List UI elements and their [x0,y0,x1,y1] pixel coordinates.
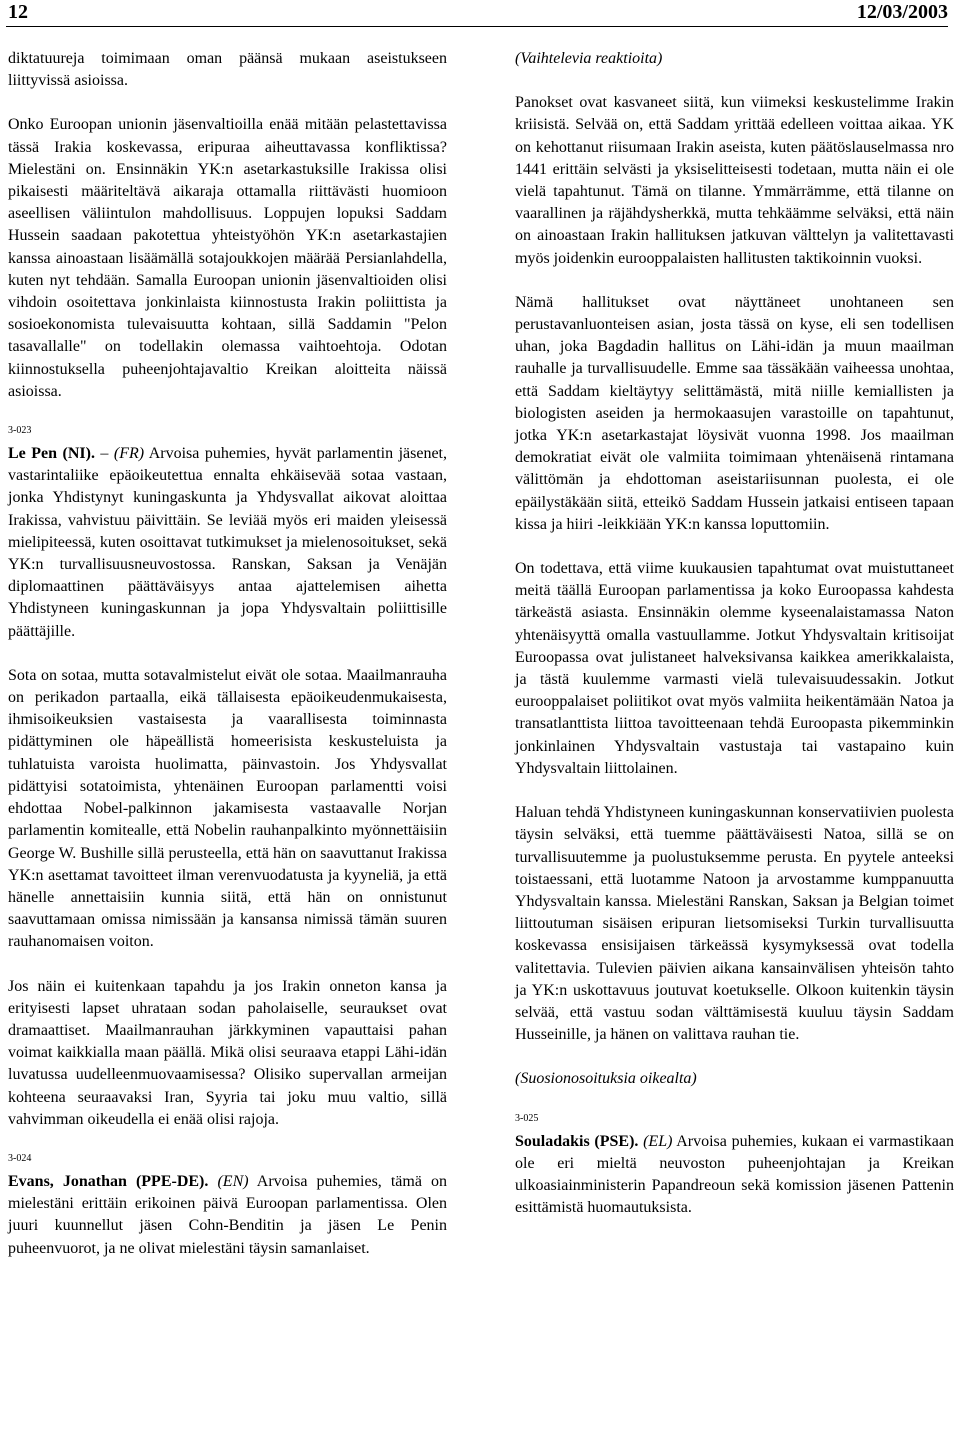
left-column [8,48,447,1260]
paragraph: Nämä hallitukset ovat näyttäneet unohtaneen sen perustavanluonteisen asian, josta tässä on kyse, eli sen todellisen uhan, joka Bagdadin hallitus on Lähi-idän ja muun maailman rauhalle ja turvallisuudelle. Emme saa tässäkään vaiheessa unohtaa, että Saddam kieltäytyy selittämästä, mitä niille kemiallisten ja biologisten aseiden ja hermokaasujen varastoille on tapahtunut, jotka YK:n asetarkastajat löysivät vuonna 1998. Jos maailman demokratiat eivät ole valmiita toimimaan yhtenäisenä rintamana välittömän ja ehdottoman aseistariisunnan puolesta, ei ole epäilystäkään siitä, etteikö Saddam Hussein jatkaisi entiseen tapaan kissa ja hiiri -leikkiään YK:n kanssa loputtomiin. [515,293,954,533]
paragraph: Jos näin ei kuitenkaan tapahdu ja jos Irakin onneton kansa ja erityisesti lapset uhrataan sodan paholaiselle, seuraukset ovat dramaattiset. Maailmanrauhan järkkyminen vapauttaisi pahan voimat kaikkialla maan päällä. Mikä olisi seuraava etappi Lähi-idän luvatussa uudelleenmuovaamisessa? Olisiko supervallan armeijan kohteena seuraavaksi Iran, Syyria tai joku muu valtio, sillä vahvimman oikeudella ei enää olisi rajoja. [8,977,447,1128]
item-number: 3-023 [8,425,32,437]
paragraph: Sota on sotaa, mutta sotavalmistelut eivät ole sotaa. Maailmanrauha on perikadon partaalla, eikä tällaisesta epäoikeudenmukaisesta, ihmisoikeuksien vastaisesta ja vaarallisesta toiminnasta pidättyminen ole häpeällistä homeerisista keskusteluista ja tuhlatuista varoista huolimatta, päinvastoin. Jos Yhdysvallat pidättyisi sotatoimista, yhtenäinen Euroopan parlamentti voisi ehdottaa Nobel-palkinnon jakamisesta vastaavalle Norjan parlamentin komitealle, että Nobelin rauhanpalkinto myönnettäisiin George W. Bushille sillä perusteella, että hän on saavuttanut Irakissa YK:n asettamat tavoitteet ilman verenvuodatusta ja kyyneliä, ja että hänelle annettaisiin kunnia siitä, että hän on onnistunut saavuttamaan omissa nimissään ja kansansa nimissä tämän suuren rauhanomaisen voiton. [8,666,447,951]
speech-text: Arvoisa puhemies, hyvät parlamentin jäsenet, vastarintaliike epäoikeutettua ennalta ehkäisevää sotaa vastaan, jonka Yhdistynyt kuningaskunta ja Yhdysvallat aikovat aloittaa Irakissa, vahvistuu päivittäin. Se leviää myös eri maiden yleisessä mielipiteessä, kuten osoittavat tutkimukset ja mielenosoitukset, sekä YK:n turvallisuusneuvostossa. Ranskan, Saksan ja Venäjän diplomaattinen päättäväisyys antaa ajattelemisen aihetta Yhdistyneen kuningaskunnan ja jopa Yhdysvaltain poliittisille päättäjille. [8,445,448,640]
language-tag: (EL) [643,1132,673,1150]
speaker-name: Le Pen (NI). [8,445,95,463]
speech-text: Arvoisa puhemies, kukaan ei varmastikaan ole eri mieltä neuvoston puheenjohtajan ja Kreikan ulkoasiainministerin Papandreoun sekä komission jäsenen Pattenin esittämistä huomautuksista. [515,1132,954,1217]
speaker-name: Evans, Jonathan (PPE-DE). [8,1172,209,1190]
reaction-note: (Vaihtelevia reaktioita) [515,50,663,67]
paragraph: Onko Euroopan unionin jäsenvaltioilla enää mitään pelastettavissa tässä Irakia koskevassa, eripuraa aiheuttavassa konfliktissa? Mielestäni on. Ensinnäkin YK:n asetarkastuksille Irakissa olisi pikaisesti määriteltävä aikaraja ottamalla riittävästi huomioon aseellisen väliintulon mahdollisuus. Loppujen lopuksi Saddam Hussein saadaan pakotettua yhteistyöhön YK:n asetarkastajien kanssa ainoastaan lisäämällä sotajoukkojen määrää Persianlahdella, kuten nyt tehdään. Samalla Euroopan unionin jäsenvaltioiden olisi vihdoin osoitettava jonkinlaista kiinnostusta Irakin poliittista ja sosioekonomista tulevaisuutta kohtaan, sillä Saddamin "Pelon tasavallalle" on todellakin olemassa vaihtoehtoja. Odotan kiinnostuksella puheenjohtajavaltio Kreikan aloitteita näissä asioissa. [8,116,447,400]
item-number: 3-025 [515,1112,539,1124]
language-tag: (FR) [113,445,145,463]
speech-le-pen [8,443,447,643]
speaker-name: Souladakis (PSE). [515,1132,639,1150]
paragraph: Haluan tehdä Yhdistyneen kuningaskunnan konservatiivien puolesta täysin selväksi, että tuemme päättäväisesti Natoa, sillä se on turvallisuutemme ja puolustuksemme perusta. En pyytele anteeksi toistaessani, että luotamme Natoon ja arvostamme kumppanuutta Yhdysvaltain kanssa. Mielestäni Ranskan, Saksan ja Belgian toimet liittoutuman sisäisen eripuran lietsomiseksi Turkin turvallisuutta koskevassa ensisijaisen tärkeässä kysymyksessä ovat todella valitettavia. Tulevien päivien aikana kansainvälisen yhteisön tahto ja YK:n uskottavuus joutuvat koetukselle. Olkoon kuitenkin täysin selvää, että vastuu sodan välttämisestä kuuluu täysin Saddam Husseinille, ja hänen on valittava rauhan tie. [515,804,954,1044]
speech-evans [8,1171,447,1260]
language-tag: (EN) [217,1172,249,1190]
paragraph: diktatuureja toimimaan oman päänsä mukaan aseistukseen liittyvissä asioissa. [8,50,447,90]
page-number: 12 [8,1,28,23]
reaction-note: (Suosionosoituksia oikealta) [515,1070,697,1088]
right-column [515,48,954,1219]
session-date: 12/03/2003 [856,1,948,23]
page-header [6,0,948,27]
paragraph: On todettava, että viime kuukausien tapahtumat ovat muistuttaneet meitä täällä Euroopan parlamentissa ja koko Euroopassa kahdesta tärkeästä asiasta. Ensinnäkin olemme kyseenalaistamassa Naton yhtenäisyyttä omalla vastuullamme. Jotkut Yhdysvaltain kritisoijat Euroopassa ovat julistaneet halveksivansa kaikkea amerikkalaista, ja tästä kuulemme varmasti vielä tulevaisuudessakin. Jotkut eurooppalaiset poliitikot ovat myös valmiita heikentämään Natoa ja transatlanttista liittoa tavoitteenaan tehdä Euroopasta pikemminkin jonkinlainen Yhdysvaltain vastustaja tai vastapaino kuin Yhdysvaltain liittolainen. [515,560,954,777]
speech-souladakis [515,1131,954,1220]
dash: – [94,445,114,463]
item-number: 3-024 [8,1152,32,1164]
speech-text: Arvoisa puhemies, tämä on mielestäni erittäin erikoinen päivä Euroopan parlamentissa. Olen juuri kuunnellut jäsen Cohn-Benditin ja jäsen Le Penin puheenvuorot, ja ne olivat mielestäni täysin samanlaiset. [8,1172,448,1257]
paragraph: Panokset ovat kasvaneet siitä, kun viimeksi keskustelimme Irakin kriisistä. Selvää on, että Saddam yrittää edelleen voittaa aikaa. YK on kehottanut riisumaan Irakin aseista, kuten päätöslauselmassa nro 1441 erittäin selvästi ja yksiselitteisesti todetaan, mutta näin ei ole vielä tapahtunut. Tämä on tilanne. Ymmärrämme, että tilanne on vaarallinen ja räjähdysherkkä, mutta tehkäämme selväksi, että näin on ainoastaan Irakin hallituksen jatkuvan välttelyn ja valitettavasti myös joidenkin eurooppalaisten hallitusten taktikoinnin vuoksi. [515,94,954,267]
